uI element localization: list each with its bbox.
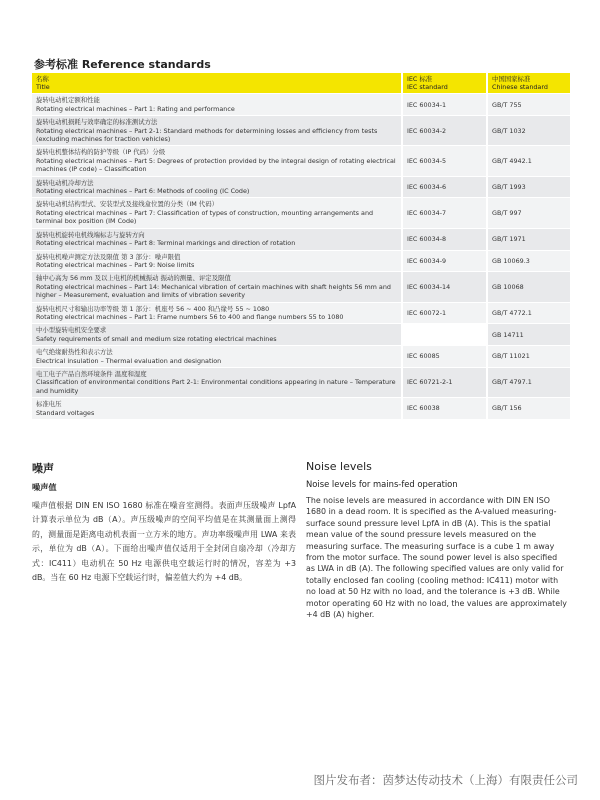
row-title-zh: 旋转电动机定额和性能 (36, 96, 100, 105)
row-title-zh: 轴中心高为 56 mm 及以上电机的机械振动 振动的测量、评定及限值 (36, 274, 231, 283)
row-title (32, 302, 401, 324)
row-title (32, 397, 401, 419)
noise-heading-en: Noise levels (306, 460, 372, 473)
row-iec: IEC 60034-9 (401, 250, 486, 272)
table-row (32, 228, 570, 250)
row-title-zh: 旋转电机整体结构的防护等级（IP 代码）分级 (36, 148, 166, 157)
table-header-row (32, 73, 570, 93)
row-title (32, 176, 401, 198)
table-row (32, 145, 570, 175)
header-title-zh: 名称 (36, 75, 49, 83)
noise-section-zh (32, 460, 296, 585)
row-gb: GB/T 4942.1 (486, 145, 570, 175)
row-title-zh: 旋转电动机损耗与效率确定的标准测试方法 (36, 118, 158, 127)
header-iec-zh: IEC 标准 (407, 75, 433, 83)
row-title-en: Rotating electrical machines – Part 2-1: Standard methods for determining losses and efficiency from tests (excluding machines for traction vehicles) (36, 126, 378, 144)
row-iec: IEC 60034-6 (401, 176, 486, 198)
row-iec: IEC 60034-14 (401, 271, 486, 301)
row-title (32, 93, 401, 115)
table-row (32, 93, 570, 115)
table-row (32, 115, 570, 145)
row-title-en: Rotating electrical machines – Part 5: Degrees of protection provided by the integral design of rotating electrical machines (IP code) – Classification (36, 156, 396, 174)
row-title (32, 115, 401, 145)
row-title-en: Rotating electrical machines – Part 1: Frame numbers 56 to 400 and flange numbers 55 to 1080 (36, 312, 344, 321)
table-row (32, 397, 570, 419)
row-gb: GB/T 1993 (486, 176, 570, 198)
table-row (32, 367, 570, 397)
row-gb: GB 14711 (486, 323, 570, 345)
table-row (32, 271, 570, 301)
row-gb: GB 10068 (486, 271, 570, 301)
row-title-en: Standard voltages (36, 408, 95, 417)
row-iec: IEC 60085 (401, 345, 486, 367)
row-title-zh: 旋转电机噪声测定方法及限值 第 3 部分：噪声限值 (36, 252, 181, 261)
row-iec: IEC 60034-7 (401, 197, 486, 227)
row-iec: IEC 60034-5 (401, 145, 486, 175)
row-iec: IEC 60034-2 (401, 115, 486, 145)
row-title (32, 323, 401, 345)
row-gb: GB/T 1971 (486, 228, 570, 250)
row-title-zh: 旋转电机旋转电机线端标志与旋转方向 (36, 230, 145, 239)
row-title (32, 197, 401, 227)
header-gb-en: Chinese standard (492, 83, 548, 92)
row-title-en: Rotating electrical machines – Part 1: Rating and performance (36, 104, 235, 113)
row-title-zh: 旋转电动机冷却方法 (36, 178, 94, 187)
header-iec (401, 73, 486, 93)
table-row (32, 197, 570, 227)
header-title (32, 73, 401, 93)
row-title-en: Rotating electrical machines – Part 9: Noise limits (36, 260, 195, 269)
noise-paragraph-zh: 噪声值根据 DIN EN ISO 1680 标准在噪音室测得。表面声压级噪声 LpfA 计算表示单位为 dB（A）。声压级噪声的空间平均值是在其测量面上测得的，测量面是距离电动机表面一立方米的地方。声功率级噪声用 LWA 来表示，单位为 dB（A）。下面给出噪声值仅适用于全封闭自扇冷却（冷却方式：IC411）电动机在 50 Hz 电源供电空载运行时的情况，容差为 +3 dB。当在 60 Hz 电源下空载运行时，偏差值大约为 +4 dB。 (32, 501, 296, 583)
row-title-en: Rotating electrical machines – Part 6: Methods of cooling (IC Code) (36, 187, 250, 196)
row-title-en: Classification of environmental conditions Part 2-1: Environmental conditions appearing in nature – Temperature and humidity (36, 378, 396, 395)
publisher-watermark: 图片发布者：茵梦达传动技术（上海）有限责任公司 (313, 773, 578, 787)
row-gb: GB/T 1032 (486, 115, 570, 145)
row-title-zh: 中小型旋转电机安全要求 (36, 326, 107, 335)
row-gb: GB/T 4797.1 (486, 367, 570, 397)
header-title-en: Title (36, 83, 50, 92)
row-title (32, 345, 401, 367)
row-title-zh: 旋转电动机结构型式、安装型式及接线盒位置的分类（IM 代码） (36, 200, 218, 209)
row-iec: IEC 60034-8 (401, 228, 486, 250)
table-row (32, 176, 570, 198)
row-title-en: Rotating electrical machines – Part 7: Classification of types of construction, mounting arrangements and terminal box position (IM Code) (36, 208, 374, 226)
header-gb (486, 73, 570, 93)
row-title-en: Rotating electrical machines – Part 8: Terminal markings and direction of rotation (36, 239, 296, 248)
row-title-en: Electrical insulation – Thermal evaluation and designation (36, 356, 222, 365)
section-title: 参考标准 Reference standards (34, 58, 211, 71)
noise-heading-zh: 噪声 (32, 462, 54, 475)
noise-section-en (306, 460, 568, 620)
row-title-zh: 标准电压 (36, 400, 62, 409)
noise-subheading-zh: 噪声值 (32, 482, 57, 492)
reference-standards-table (32, 73, 570, 419)
header-iec-en: IEC standard (407, 83, 448, 92)
row-title-zh: 旋转电机尺寸和输出功率等级 第 1 部分：机座号 56 ~ 400 和凸缘号 55 ~ 1080 (36, 304, 270, 313)
row-title (32, 250, 401, 272)
row-title (32, 145, 401, 175)
row-gb: GB 10069.3 (486, 250, 570, 272)
row-gb: GB/T 997 (486, 197, 570, 227)
table-row (32, 250, 570, 272)
row-title-en: Rotating electrical machines – Part 14: Mechanical vibration of certain machines with shaft heights 56 mm and higher – Measurement, evaluation and limits of vibration severity (36, 282, 391, 300)
row-title-zh: 电工电子产品自然环境条件 温度和湿度 (36, 369, 147, 378)
header-gb-zh: 中国国家标准 (492, 75, 531, 83)
row-title (32, 367, 401, 397)
row-gb: GB/T 11021 (486, 345, 570, 367)
noise-subheading-en: Noise levels for mains-fed operation (306, 479, 458, 489)
noise-paragraph-en: The noise levels are measured in accordance with DIN EN ISO 1680 in a dead room. It is specified as the A-valued measuring-surface sound pressure level LpfA in dB (A). This is the spatial mean value of the sound pressure levels measured on the measuring surface. The measuring surface is a cube 1 m away from the motor surface. The sound power level is also specified as LWA in dB (A). The following specified values are only valid for totally enclosed fan cooling (cooling method: IC411) motor with no load at 50 Hz with no load, and the tolerance is +3 dB. While motor operating 60 Hz with no load, the values are approximately +4 dB (A) higher. (306, 496, 567, 620)
table-row (32, 323, 570, 345)
row-title (32, 228, 401, 250)
row-iec: IEC 60038 (401, 397, 486, 419)
row-iec: IEC 60072-1 (401, 302, 486, 324)
row-gb: GB/T 4772.1 (486, 302, 570, 324)
row-iec (401, 323, 486, 345)
row-title (32, 271, 401, 301)
row-iec: IEC 60034-1 (401, 93, 486, 115)
row-gb: GB/T 156 (486, 397, 570, 419)
table-row (32, 302, 570, 324)
row-title-en: Safety requirements of small and medium size rotating electrical machines (36, 334, 277, 343)
table-row (32, 345, 570, 367)
row-title-zh: 电气绝缘耐热性和表示方法 (36, 348, 113, 357)
row-gb: GB/T 755 (486, 93, 570, 115)
row-iec: IEC 60721-2-1 (401, 367, 486, 397)
